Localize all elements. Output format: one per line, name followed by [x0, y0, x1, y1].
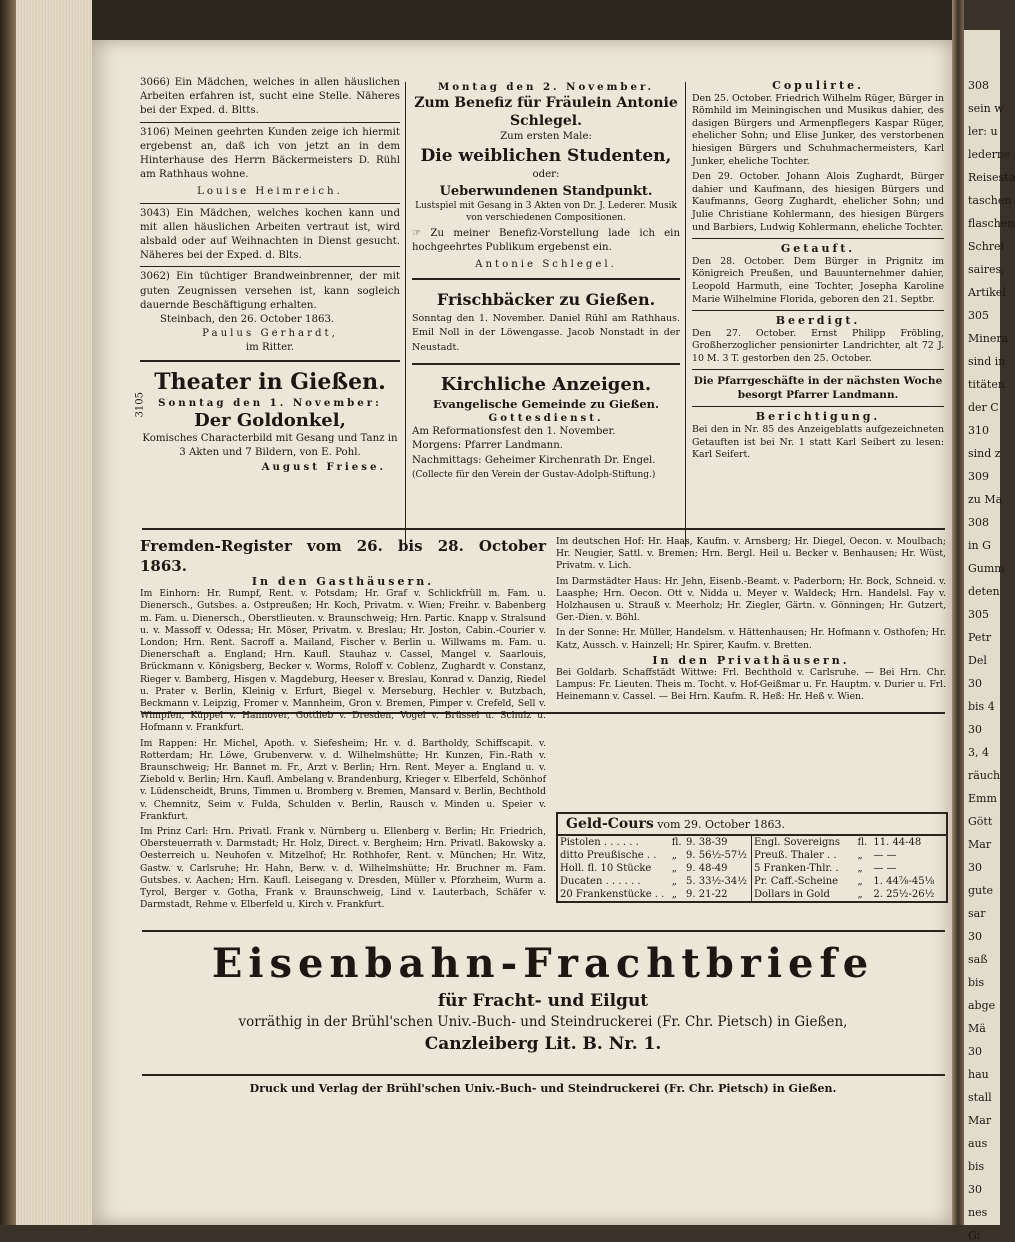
benefit-invitation-text: Zu meiner Benefiz-Vorstellung lade ich ein hochgeehrtes Publikum ergebenst ein.: [412, 227, 681, 253]
geld-cours-cell: Preuß. Thaler . .: [754, 850, 837, 861]
copulirte-entry: Den 29. October. Johann Alois Zughardt, Bürger dahier und Kaufmann, des hiesigen Bürgers und Kaufmanns, Georg Zughardt, ehelicher Sohn; und Julie Christiane Kohlermann, des hiesigen Bürgers und Barbiers, Ludwig Kohlermann, eheliche Tochter.: [692, 171, 944, 233]
facing-page-text: 30: [968, 723, 982, 736]
geld-cours-cell: „: [671, 876, 677, 887]
geld-cours-cell: 2. 25½-26½: [873, 889, 935, 900]
ad-3106-signature: Louise Heimreich.: [197, 186, 343, 198]
register-rappen: Im Rappen: Hr. Michel, Apoth. v. Siefesheim; Hr. v. d. Bartholdy, Schiffscapit. v. Rotterdam; Hr. Löwe, Grubenverw. v. d. Wilhelmshütte; Hr. Kunzen, Fin.-Rath v. Braunschweig; Hr. Bannet m. Fr., Arzt v. Berlin; Hrn. Rent. Meyer a. England u. v. Ziebold v. Berlin; Hrn. Kaufl. Ambelang v. Brandenburg, Krieger v. Elberfeld, Schönhof v. Lüdenscheidt, Bruns, Timmen u. Bromberg v. Bremen, Mansard v. Berlin, Bechthold v. Chemnitz, Seim v. Fulda, Schulden v. Berlin, Rausch v. Minden u. Speier v. Frankfurt.: [140, 737, 546, 822]
church-service-heading: Gottesdienst.: [488, 412, 604, 425]
facing-page-text: saires,: [968, 263, 1005, 276]
church-line: Morgens: Pfarrer Landmann.: [412, 440, 564, 452]
footer-imprint: Druck und Verlag der Brühl'schen Univ.-Buch- und Steindruckerei (Fr. Chr. Pietsch) in Gießen.: [249, 1082, 837, 1095]
geld-cours-box: [556, 812, 948, 903]
facing-page-text: aus: [968, 1137, 988, 1150]
facing-page-text: 310: [968, 424, 989, 437]
facing-page-text: 30: [968, 1183, 982, 1196]
church-subtitle: Evangelische Gemeinde zu Gießen.: [432, 396, 660, 411]
geld-cours-cell: — —: [873, 850, 897, 861]
geld-cours-header: [558, 814, 946, 836]
register-column-right: [556, 536, 946, 707]
geld-cours-cell: Holl. fl. 10 Stücke: [560, 863, 652, 874]
facing-page-text: Artikel: [968, 286, 1006, 299]
theater-signature: August Friese.: [261, 461, 386, 474]
section-divider: [692, 310, 944, 311]
book-binding: [0, 0, 16, 1225]
geld-cours-cell: ditto Preußische . .: [560, 850, 657, 861]
column-rule: [405, 82, 406, 547]
facing-page-text: hau: [968, 1068, 989, 1081]
facing-page-text: bis: [968, 976, 985, 989]
facing-page-text: 305: [968, 309, 989, 322]
register-sonne: In der Sonne: Hr. Müller, Handelsm. v. Hättenhausen; Hr. Hofmann v. Osthofen; Hr. Katz, Aussch. v. Hainzell; Hr. Spirer, Kaufm. v. Bretten.: [556, 627, 946, 651]
facing-page-text: gute: [968, 884, 994, 897]
section-rule: [142, 528, 945, 530]
benefit-oder: oder:: [532, 169, 560, 181]
right-column: [692, 80, 944, 465]
geld-cours-title: Geld-Cours: [566, 816, 654, 832]
pointing-hand-icon: ☞: [412, 227, 431, 239]
geld-cours-cell: Engl. Sovereigns: [754, 837, 841, 848]
book-gutter: [952, 0, 964, 1225]
ad-3062-signature: Paulus Gerhardt,: [202, 328, 338, 340]
facing-page-text: nes: [968, 1206, 988, 1219]
facing-page-text: 305: [968, 608, 989, 621]
register-private: Bei Goldarb. Schaffstädt Wittwe: Frl. Bechthold v. Carlsruhe. — Bei Hrn. Chr. Lampus: Fr. Lieuten. Theis m. Tocht. v. Hof-Geißmar u. Fr. Hauptm. v. Durier u. Frl. Heinemann v. Cassel. — Bei Hrn. Kaufm. R. Heß: Hr. Heß v. Wien.: [556, 667, 946, 703]
facing-page-text: sein w: [968, 102, 1004, 115]
theater-play: Der Goldonkel,: [194, 409, 346, 431]
ad-3106: 3106) Meinen geehrten Kunden zeige ich hiermit ergebenst an, daß ich von jetzt an in dem Hinterhause des Herrn Bäckermeisters D. Rühl am Rathhaus wohne.: [140, 126, 400, 181]
section-rule: [142, 930, 945, 932]
copulirte-entry: Den 25. October. Friedrich Wilhelm Rüger, Bürger in Römhild im Meiningischen und Musikus dahier, des dasigen Bürgers und Armenpflegers Kaspar Rüger, ehelicher Sohn; und Elise Junker, des verstorbenen hiesigen Bürgers und Schuhmachermeisters, Karl Junker, eheliche Tochter.: [692, 92, 944, 167]
facing-page-text: Petr: [968, 631, 992, 644]
geld-cours-cell: Ducaten . . . . . .: [560, 876, 641, 887]
facing-page-text: Mar: [968, 1114, 992, 1127]
geld-cours-cell: Pr. Caff.-Scheine: [754, 876, 839, 887]
pfarr-notice: Die Pfarrgeschäfte in der nächsten Woche besorgt Pfarrer Landmann.: [693, 375, 943, 402]
benefit-invitation: [412, 227, 680, 255]
geld-cours-cell: 11. 44-48: [873, 837, 922, 848]
facing-page-text: sar: [968, 907, 986, 920]
facing-page-text: stall: [968, 1091, 992, 1104]
page-stack-edge: [16, 0, 92, 1225]
section-divider: [692, 406, 944, 407]
facing-page-text: 308: [968, 516, 989, 529]
geld-cours-row: [752, 875, 946, 888]
register-subtitle: In den Gasthäusern.: [251, 575, 435, 588]
benefit-first-time: Zum ersten Male:: [500, 131, 592, 143]
facing-page-text: Gött: [968, 815, 993, 828]
facing-page-text: deten: [968, 585, 1000, 598]
geld-cours-row: [752, 849, 946, 862]
geld-cours-row: [752, 862, 946, 875]
rail-line2: vorräthig in der Brühl'schen Univ.-Buch- und Steindruckerei (Fr. Chr. Pietsch) in Gießen,: [238, 1014, 848, 1030]
register-title: Fremden-Register vom 26. bis 28. October 1863.: [140, 537, 546, 575]
facing-page-fragment: [964, 30, 1015, 1242]
geld-cours-row: [558, 875, 752, 888]
left-column: [140, 76, 400, 474]
facing-page-text: bis 4: [968, 700, 995, 713]
register-private-title: In den Privathäusern.: [652, 653, 850, 667]
facing-page-text: Gumm: [968, 562, 1005, 575]
section-rule: [142, 1074, 945, 1076]
facing-page-text: 30: [968, 930, 982, 943]
facing-page-text: 3, 4: [968, 746, 989, 759]
facing-page-text: 30: [968, 1045, 982, 1058]
theater-date: Sonntag den 1. November:: [158, 396, 382, 409]
geld-cours-cell: „: [857, 850, 863, 861]
church-title: Kirchliche Anzeigen.: [440, 373, 652, 395]
geld-cours-cell: 9. 56½-57½: [686, 850, 747, 861]
geld-cours-cell: 5. 33½-34½: [686, 876, 747, 887]
facing-page-text: Emm: [968, 792, 997, 805]
ad-3043: 3043) Ein Mädchen, welches kochen kann und mit allen häuslichen Arbeiten vertraut ist, wird alsbald oder auf Weihnachten in Dienst gesucht. Näheres bei der Exped. d. Blts.: [140, 207, 400, 262]
geld-cours-cell: Dollars in Gold: [754, 889, 830, 900]
facing-page-text: sind in: [968, 355, 1006, 368]
facing-page-text: 30: [968, 861, 982, 874]
register-einhorn: Im Einhorn: Hr. Rumpf, Rent. v. Potsdam; Hr. Graf v. Schlickfrüll m. Fam. u. Dienersch., Gutsbes. a. Ostpreußen; Hr. Koch, Privatm. v. Wien; Freihr. v. Babenberg m. Fam. u. Dienersch., Oberstlieuten. v. Braunschweig; Hrn. Partic. Knapp v. Stralsund u. v. Massoff v. Odessa; Hr. Möser, Privatm. v. Breslau; Hr. Joston, Cabin.-Courier v. London; Hrn. Rent. Sacroff a. Mailand, Fischer v. Berlin u. Willwams m. Fam. u. Dienerschaft a. England; Hrn. Kaufl. Stauhaz v. Cassel, Mangel v. Saarlouis, Brückmann v. Königsberg, Becker v. Worms, Roloff v. Coblenz, Zughardt v. Constanz, Rieger v. Bamberg, Hisgen v. Magdeburg, Heeser v. Breslau, Konrad v. Danzig, Riedel u. Prater v. Berlin, Kleinig v. Erfurt, Biegel v. Merseburg, Hechler v. Butzbach, Beckmann v. Leipzig, Fromer v. Mannheim, Gron v. Bremen, Pimper v. Crefeld, Sell v. Wimpfen, Küppel v. Hannover, Gottlieb v. Dresden, Vogel v. Brüssel u. Schulz u. Hofmann v. Frankfurt.: [140, 588, 546, 734]
ad-3062-place: Steinbach, den 26. October 1863.: [160, 314, 335, 326]
baker-text: Sonntag den 1. November. Daniel Rühl am Rathhaus. Emil Noll in der Löwengasse. Jacob Nonstadt in der Neustadt.: [412, 313, 680, 353]
benefit-heading: Zum Benefiz für Fräulein Antonie Schlegel.: [414, 95, 678, 130]
ad-3062-signature-place: im Ritter.: [245, 342, 295, 354]
facing-page-text: in G: [968, 539, 991, 552]
section-divider: [412, 363, 680, 365]
geld-cours-cell: fl.: [857, 837, 868, 848]
facing-page-text: ler: u: [968, 125, 998, 138]
geld-cours-row: [558, 862, 752, 875]
geld-cours-cell: „: [857, 889, 863, 900]
column-rule: [685, 82, 686, 547]
benefit-date: Montag den 2. November.: [437, 81, 655, 93]
rail-line3: Canzleiberg Lit. B. Nr. 1.: [424, 1034, 662, 1054]
theater-description: Komisches Characterbild mit Gesang und Tanz in 3 Akten und 7 Bildern, von E. Pohl.: [142, 432, 398, 459]
facing-page-text: 30: [968, 677, 982, 690]
benefit-subtitle: Ueberwundenen Standpunkt.: [439, 183, 653, 199]
geld-cours-row: [558, 836, 752, 849]
facing-page-text: 309: [968, 470, 989, 483]
geld-cours-cell: „: [671, 889, 677, 900]
geld-cours-row: [558, 849, 752, 862]
geld-cours-cell: 1. 44⅞-45⅛: [873, 876, 935, 887]
rail-line1: für Fracht- und Eilgut: [437, 991, 649, 1011]
ad-divider: [140, 203, 400, 204]
register-deutscher-hof: Im deutschen Hof: Hr. Haas, Kaufm. v. Arnsberg; Hr. Diegel, Oecon. v. Moulbach; Hr. Neugier, Sattl. v. Bremen; Hrn. Bergl. Heil u. Becker v. Benhausen; Hr. Wüst, Privatm. v. Lich.: [556, 536, 946, 572]
ad-divider: [140, 360, 400, 362]
geld-cours-cell: „: [857, 863, 863, 874]
beerdigt-title: Beerdigt.: [775, 314, 861, 328]
geld-cours-cell: fl.: [671, 837, 682, 848]
facing-page-text: saß: [968, 953, 988, 966]
facing-page-text: Gi: [968, 1229, 981, 1242]
facing-page-text: Mar: [968, 838, 992, 851]
facing-page-text: abge: [968, 999, 996, 1012]
berichtigung-text: Bei den in Nr. 85 des Anzeigeblatts aufgezeichneten Getauften ist bei Nr. 1 statt Karl Seibert zu lesen: Karl Seifert.: [692, 424, 944, 461]
facing-page-text: räuch: [968, 769, 1001, 782]
church-line: (Collecte für den Verein der Gustav-Adolph-Stiftung.): [412, 469, 656, 480]
facing-page-text: Mä: [968, 1022, 986, 1035]
geld-cours-cell: 5 Franken-Thlr. .: [754, 863, 839, 874]
section-divider: [412, 278, 680, 280]
geld-cours-row: [752, 888, 946, 901]
copulirte-title: Copulirte.: [772, 79, 864, 92]
register-column-left: [140, 536, 546, 914]
benefit-description: Lustspiel mit Gesang in 3 Akten von Dr. J. Lederer. Musik von verschiedenen Compositionen.: [415, 200, 677, 223]
facing-page-text: lederne: [968, 148, 1011, 161]
facing-page-text: Reisesta: [968, 171, 1015, 184]
ad-divider: [140, 266, 400, 267]
geld-cours-cell: „: [857, 876, 863, 887]
church-line: Nachmittags: Geheimer Kirchenrath Dr. Engel.: [412, 454, 656, 466]
scan-background: [92, 0, 962, 40]
ad-3066: 3066) Ein Mädchen, welches in allen häuslichen Arbeiten erfahren ist, sucht eine Stelle. Näheres bei der Exped. d. Bltts.: [140, 77, 400, 117]
geld-cours-right: [752, 836, 946, 901]
facing-page-text: 308: [968, 79, 989, 92]
geld-cours-row: [752, 836, 946, 849]
geld-cours-cell: „: [671, 863, 677, 874]
ad-number-vertical: 3105: [134, 392, 146, 418]
geld-cours-cell: Pistolen . . . . . .: [560, 837, 639, 848]
facing-page-text: zu Ma: [968, 493, 1003, 506]
geld-cours-row: [558, 888, 752, 901]
theater-title: Theater in Gießen.: [154, 368, 386, 395]
facing-page-text: taschen: [968, 194, 1012, 207]
geld-cours-date: vom 29. October 1863.: [657, 818, 785, 831]
ad-divider: [140, 122, 400, 123]
geld-cours-cell: 9. 38-39: [686, 837, 728, 848]
rail-title: Eisenbahn-Frachtbriefe: [211, 940, 875, 987]
getauft-entry: Den 28. October. Dem Bürger in Prignitz im Königreich Preußen, und Bauunternehmer dahier, Leopold Harmuth, eine Tochter, Josepha Karoline Marie Wilhelmine Florida, geboren den 21. Septbr.: [692, 255, 944, 305]
benefit-signature: Antonie Schlegel.: [475, 259, 617, 271]
geld-cours-cell: 9. 48-49: [686, 863, 728, 874]
facing-page-text: flaschen: [968, 217, 1015, 230]
facing-page-text: bis: [968, 1160, 985, 1173]
getauft-title: Getauft.: [780, 242, 856, 256]
berichtigung-title: Berichtigung.: [755, 410, 881, 424]
facing-page-text: titäten: [968, 378, 1005, 391]
register-prinz-carl: Im Prinz Carl: Hrn. Privatl. Frank v. Nürnberg u. Ellenberg v. Berlin; Hr. Friedrich, Obersteuerrath v. Darmstadt; Hr. Holz, Direct. v. Bergheim; Hrn. Privatl. Bakowsky a. Oesterreich u. Neuhofen v. Mitzelhof; Hr. Rothhofer, Rent. v. München; Hr. Witz, Gastw. v. Carlsruhe; Hr. Hahn, Berw. v. d. Wilhelmshütte; Hr. Bruchner m. Fam. Gutsbes. v. Aachen; Hrn. Kaufl. Leisegang v. Dresden, Müller v. Pforzheim, Wurm a. Tyrol, Berger v. Gotha, Frank v. Braunschweig, Lind v. Lauterbach, Schäfer v. Darmstadt, Rehme v. Elberfeld u. Kirch v. Frankfurt.: [140, 826, 546, 911]
geld-cours-cell: — —: [873, 863, 897, 874]
facing-page-text: sind z: [968, 447, 1001, 460]
geld-cours-cell: 20 Frankenstücke . .: [560, 889, 665, 900]
baker-title: Frischbäcker zu Gießen.: [436, 290, 656, 310]
facing-page-text: der C: [968, 401, 999, 414]
section-divider: [692, 238, 944, 239]
middle-column: [412, 80, 680, 482]
geld-cours-left: [558, 836, 752, 901]
geld-cours-cell: „: [671, 850, 677, 861]
rail-ad: [142, 938, 944, 1056]
facing-page-text: Schrei: [968, 240, 1005, 253]
section-divider: [692, 369, 944, 370]
ad-3062: 3062) Ein tüchtiger Brandweinbrenner, der mit guten Zeugnissen versehen ist, kann sogleich dauernde Beschäftigung erhalten.: [140, 271, 400, 311]
benefit-play-title: Die weiblichen Studenten,: [420, 146, 672, 167]
beerdigt-entry: Den 27. October. Ernst Philipp Fröbling, Großherzoglicher pensionirter Landrichter, alt 72 J. 10 M. 3 T. gestorben den 25. October.: [692, 327, 944, 364]
geld-cours-tables: [558, 836, 946, 901]
facing-page-text: Minera: [968, 332, 1009, 345]
church-line: Am Reformationsfest den 1. November.: [412, 426, 616, 438]
register-darmstaedter-haus: Im Darmstädter Haus: Hr. Jehn, Eisenb.-Beamt. v. Paderborn; Hr. Bock, Schneid. v. Laasphe; Hrn. Oecon. Ott v. Nidda u. Meyer v. Waldeck; Hrn. Handelsl. Fay v. Holzhausen u. Strauß v. Meerholz; Hr. Ziegler, Gärtn. v. Gönningen; Hr. Gutzert, Ger.-Dien. v. Böhl.: [556, 575, 946, 624]
facing-page-text: Del: [968, 654, 987, 667]
geld-cours-cell: 9. 21-22: [686, 889, 728, 900]
